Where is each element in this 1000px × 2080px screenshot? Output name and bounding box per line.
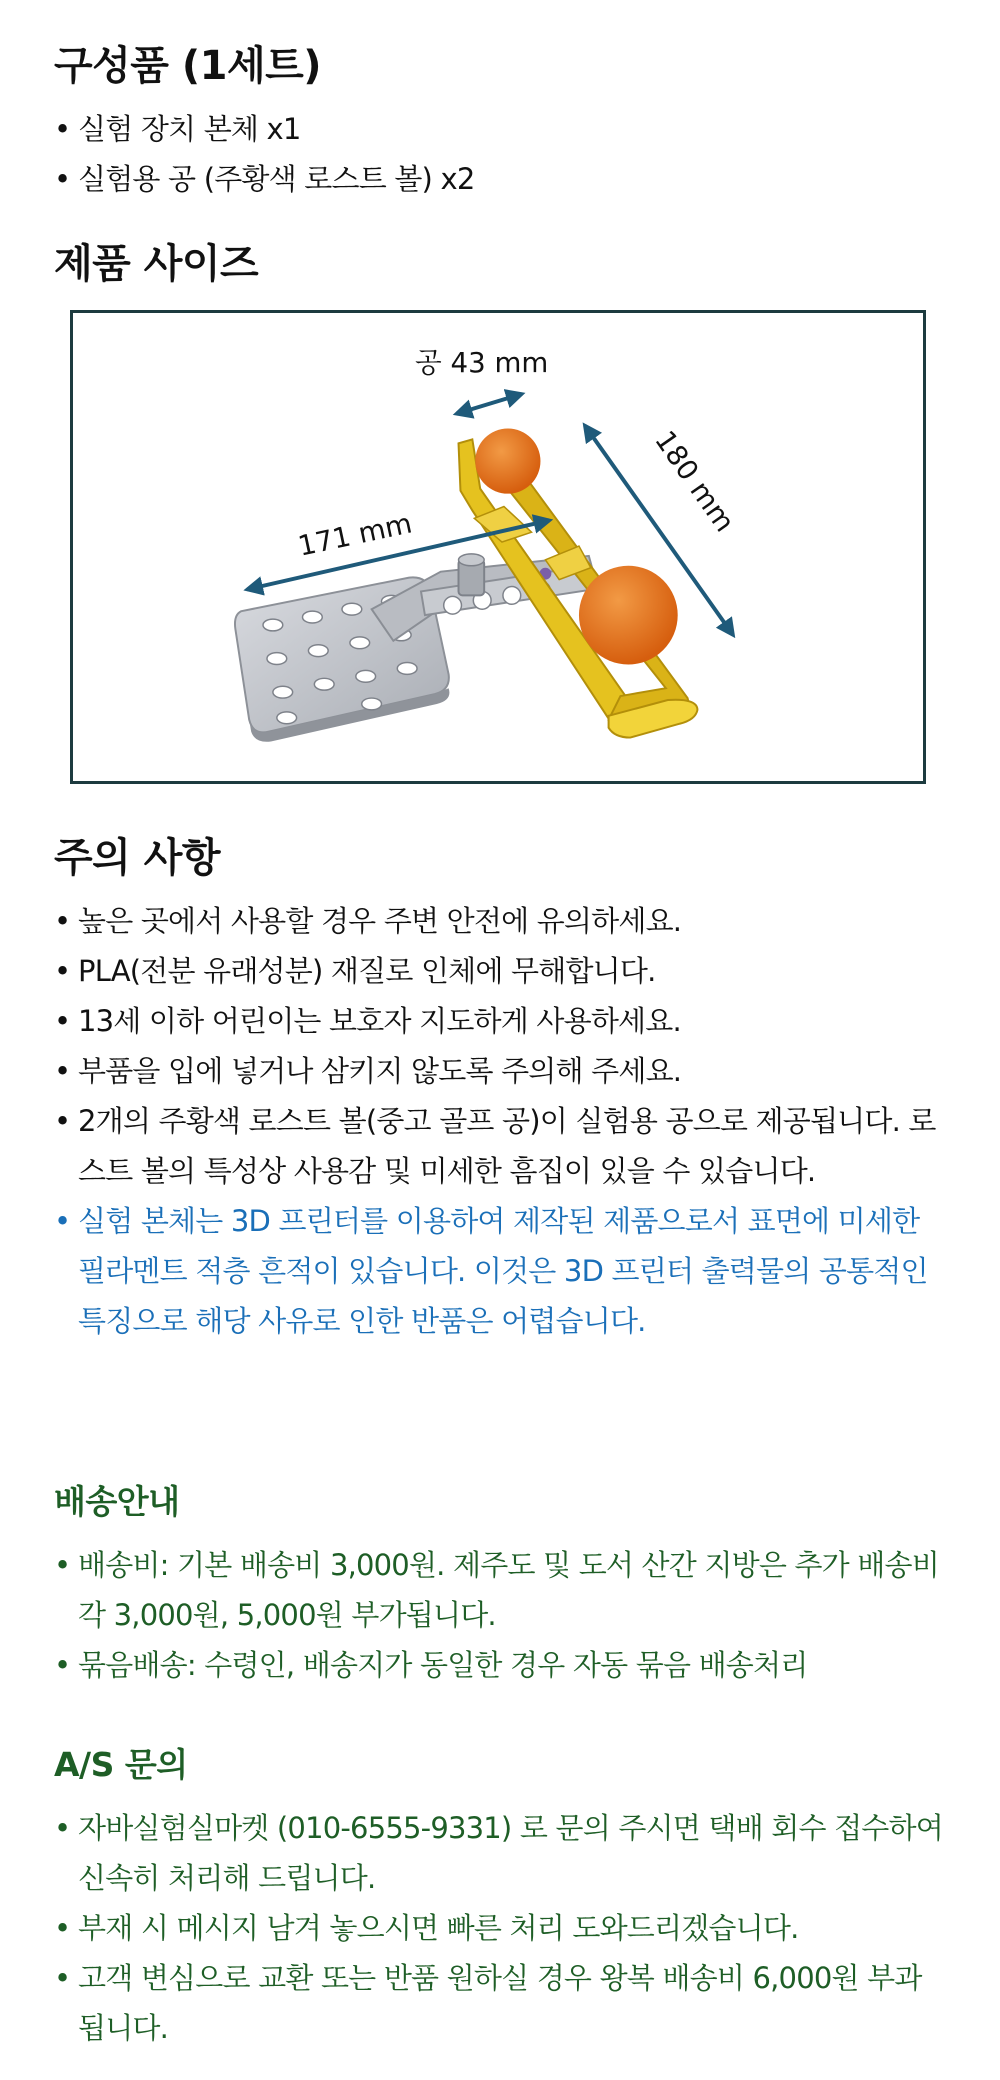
size-title: 제품 사이즈	[54, 241, 259, 287]
list-item: • 실험 장치 본체 x1	[54, 104, 946, 154]
as-section	[54, 1745, 946, 2053]
list-item: • PLA(전분 유래성분) 재질로 인체에 무해합니다.	[54, 946, 946, 996]
list-item: • 부재 시 메시지 남겨 놓으시면 빠른 처리 도와드리겠습니다.	[54, 1903, 946, 1953]
as-title: A/S 문의	[54, 1745, 188, 1784]
product-illustration	[73, 313, 923, 781]
length-dimension-label: 171 mm	[295, 506, 415, 563]
components-section	[54, 42, 946, 204]
list-item: • 고객 변심으로 교환 또는 반품 원하실 경우 왕복 배송비 6,000원 부과됩니다.	[54, 1953, 946, 2053]
list-item: • 높은 곳에서 사용할 경우 주변 안전에 유의하세요.	[54, 896, 946, 946]
product-size-figure	[70, 310, 926, 784]
shipping-list	[54, 1540, 946, 1690]
list-item: • 배송비: 기본 배송비 3,000원. 제주도 및 도서 산간 지방은 추가 배송비 각 3,000원, 5,000원 부가됩니다.	[54, 1540, 946, 1640]
list-item: • 13세 이하 어린이는 보호자 지도하게 사용하세요.	[54, 996, 946, 1046]
list-item: • 묶음배송: 수령인, 배송지가 동일한 경우 자동 묶음 배송처리	[54, 1640, 946, 1690]
shipping-title: 배송안내	[54, 1482, 180, 1521]
as-list	[54, 1803, 946, 2053]
list-item: • 2개의 주황색 로스트 볼(중고 골프 공)이 실험용 공으로 제공됩니다. 로스트 볼의 특성상 사용감 및 미세한 흠집이 있을 수 있습니다.	[54, 1096, 946, 1196]
orange-ball-small	[475, 429, 540, 494]
caution-title: 주의 사항	[54, 835, 220, 881]
orange-ball-large	[579, 566, 678, 665]
components-title: 구성품 (1세트)	[54, 43, 322, 89]
list-item: • 자바실험실마켓 (010-6555-9331) 로 문의 주시면 택배 회수 접수하여 신속히 처리해 드립니다.	[54, 1803, 946, 1903]
list-item: • 부품을 입에 넣거나 삼키지 않도록 주의해 주세요.	[54, 1046, 946, 1096]
diagonal-dimension-label: 180 mm	[648, 424, 742, 538]
ball-dimension-arrow	[457, 394, 522, 414]
size-section	[54, 240, 946, 288]
shipping-section	[54, 1482, 946, 1690]
list-item: • 실험용 공 (주황색 로스트 볼) x2	[54, 154, 946, 204]
highlight-notice: • 실험 본체는 3D 프린터를 이용하여 제작된 제품으로서 표면에 미세한 필라멘트 적층 흔적이 있습니다. 이것은 3D 프린터 출력물의 공통적인 특징으로 해당 사유로 인한 반품은 어렵습니다.	[54, 1196, 946, 1346]
components-list	[54, 104, 946, 204]
caution-section	[54, 834, 946, 1346]
caution-list	[54, 896, 946, 1346]
ball-dimension-label: 공 43 mm	[415, 346, 549, 380]
